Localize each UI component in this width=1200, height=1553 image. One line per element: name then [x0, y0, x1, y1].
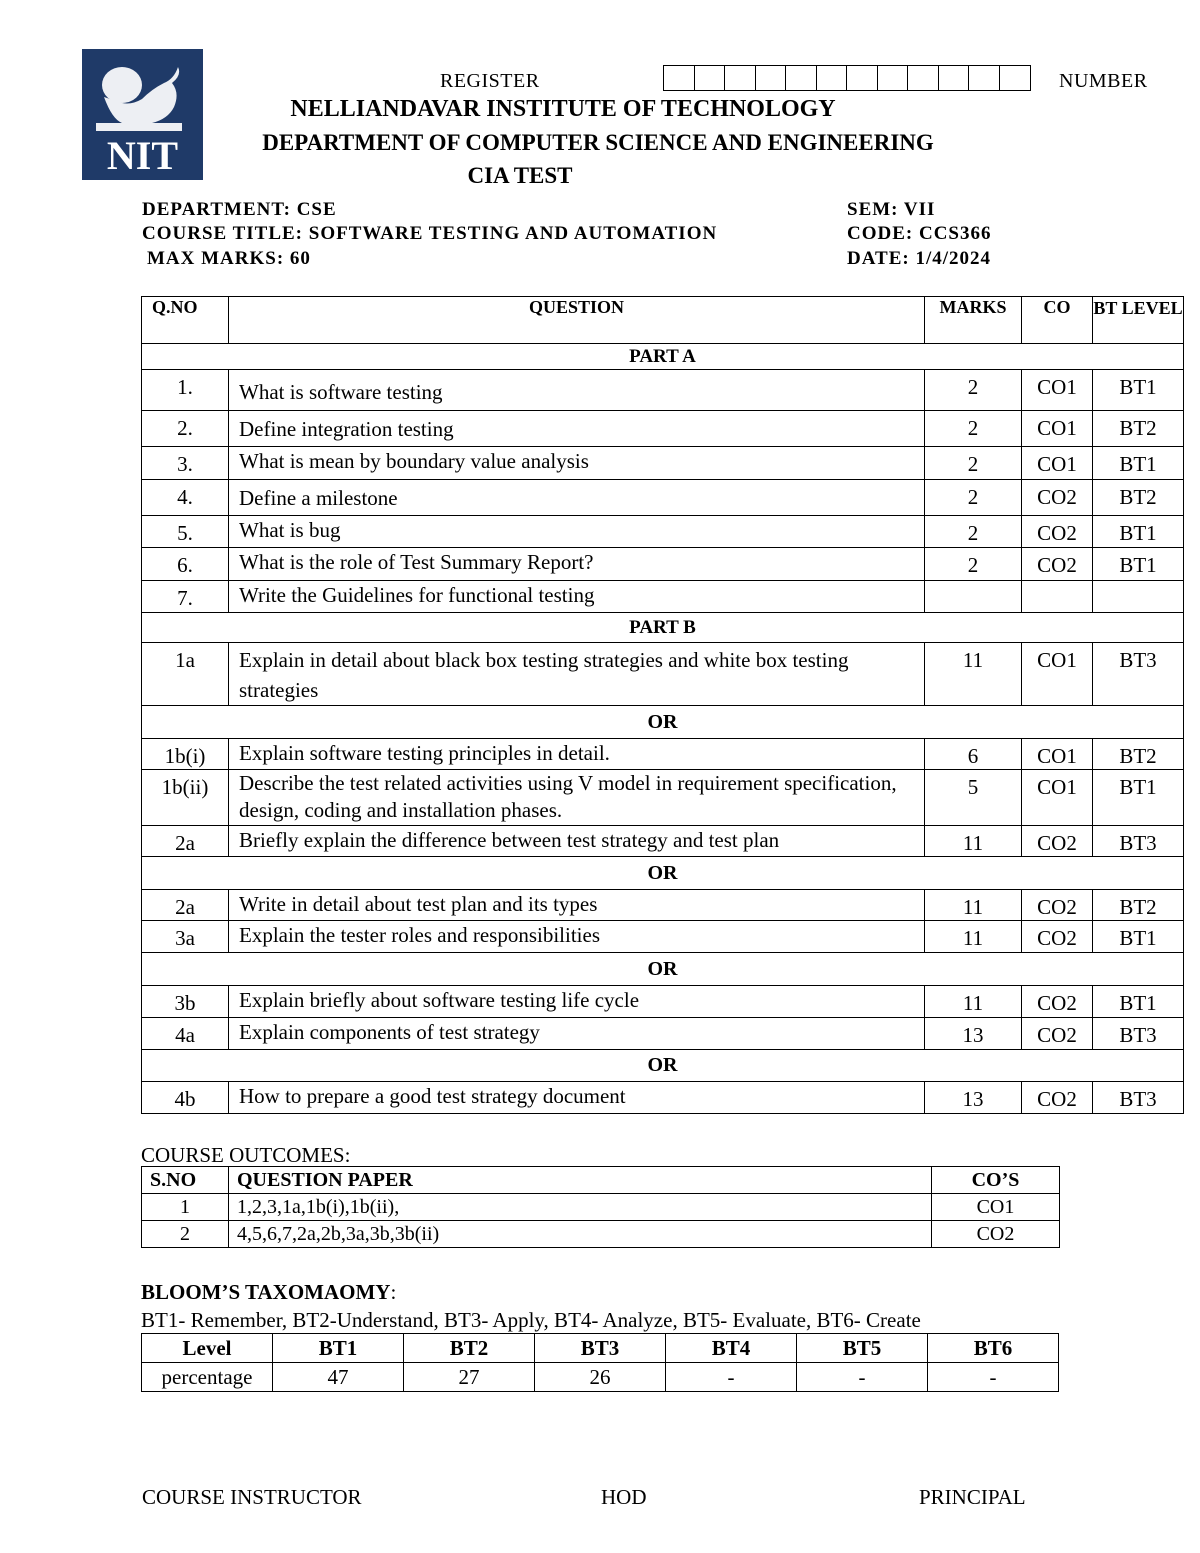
table-row — [142, 986, 1184, 1018]
table-row — [142, 447, 1184, 480]
bt-cell: BT1 — [1093, 447, 1184, 480]
header-cos: CO’S — [932, 1167, 1060, 1194]
bt-cell: BT3 — [1093, 643, 1184, 706]
marks-cell: 5 — [925, 770, 1022, 826]
table-row — [142, 548, 1184, 581]
table-row — [142, 411, 1184, 447]
bt-cell: BT1 — [1093, 921, 1184, 953]
header-bt-level: BT LEVEL — [1093, 297, 1184, 344]
co-cell: CO2 — [1022, 921, 1093, 953]
co-cell: CO2 — [1022, 1018, 1093, 1050]
qno-cell: 2. — [142, 411, 229, 447]
meta-department: DEPARTMENT: CSE — [142, 199, 337, 220]
header-bt1: BT1 — [273, 1334, 404, 1363]
part-b-heading: PART B — [142, 613, 1184, 643]
bt-cell: BT1 — [1093, 770, 1184, 826]
table-row — [142, 770, 1184, 826]
qno-cell: 6. — [142, 548, 229, 581]
meta-course-title: COURSE TITLE: SOFTWARE TESTING AND AUTOMATION — [142, 223, 718, 244]
bt-cell: BT3 — [1093, 1082, 1184, 1114]
or-divider: OR — [142, 953, 1184, 986]
qno-cell: 3. — [142, 447, 229, 480]
qno-cell: 2a — [142, 890, 229, 921]
department-title: DEPARTMENT OF COMPUTER SCIENCE AND ENGINEERING — [262, 130, 934, 155]
marks-cell: 11 — [925, 826, 1022, 857]
co-cell: CO2 — [1022, 548, 1093, 581]
bt-cell: BT1 — [1093, 548, 1184, 581]
signature-course-instructor: COURSE INSTRUCTOR — [142, 1485, 362, 1509]
number-label: NUMBER — [1059, 70, 1148, 92]
paper-cell: 1,2,3,1a,1b(i),1b(ii), — [229, 1194, 932, 1221]
header-sno: S.NO — [142, 1167, 229, 1194]
table-row — [142, 581, 1184, 613]
table-row — [142, 1363, 1059, 1392]
sno-cell: 2 — [142, 1221, 229, 1248]
question-cell: Write the Guidelines for functional testing — [229, 581, 925, 613]
marks-cell: 2 — [925, 516, 1022, 548]
or-divider: OR — [142, 857, 1184, 890]
course-outcomes-table — [141, 1166, 1060, 1248]
header-bt2: BT2 — [404, 1334, 535, 1363]
signature-hod: HOD — [601, 1485, 647, 1509]
qno-cell: 4a — [142, 1018, 229, 1050]
question-cell: Explain in detail about black box testing strategies and white box testing strategies — [229, 643, 925, 706]
table-row — [142, 1082, 1184, 1114]
header-question-paper: QUESTION PAPER — [229, 1167, 932, 1194]
part-a-heading: PART A — [142, 344, 1184, 370]
question-cell: What is bug — [229, 516, 925, 548]
bt-cell: BT1 — [1093, 516, 1184, 548]
table-row — [142, 1194, 1060, 1221]
header-co: CO — [1022, 297, 1093, 344]
marks-cell: 13 — [925, 1018, 1022, 1050]
qno-cell: 3a — [142, 921, 229, 953]
question-cell: Explain briefly about software testing life cycle — [229, 986, 925, 1018]
question-cell: Write in detail about test plan and its types — [229, 890, 925, 921]
institute-name: NELLIANDAVAR INSTITUTE OF TECHNOLOGY — [290, 96, 836, 122]
bt-cell: BT2 — [1093, 739, 1184, 770]
qno-cell: 2a — [142, 826, 229, 857]
marks-cell: 6 — [925, 739, 1022, 770]
header-bt3: BT3 — [535, 1334, 666, 1363]
register-number-boxes[interactable] — [663, 65, 1031, 91]
table-row — [142, 1221, 1060, 1248]
header-question: QUESTION — [229, 297, 925, 344]
question-cell: Explain software testing principles in detail. — [229, 739, 925, 770]
header-bt6: BT6 — [928, 1334, 1059, 1363]
question-cell: Define integration testing — [229, 411, 925, 447]
header-marks: MARKS — [925, 297, 1022, 344]
question-cell: What is the role of Test Summary Report? — [229, 548, 925, 581]
co-cell: CO2 — [932, 1221, 1060, 1248]
marks-cell — [925, 581, 1022, 613]
paper-cell: 4,5,6,7,2a,2b,3a,3b,3b(ii) — [229, 1221, 932, 1248]
sno-cell: 1 — [142, 1194, 229, 1221]
bt1-value: 47 — [273, 1363, 404, 1392]
qno-cell: 4. — [142, 480, 229, 516]
marks-cell: 2 — [925, 411, 1022, 447]
blooms-heading: BLOOM’S TAXOMAOMY: — [141, 1280, 397, 1304]
table-header-row — [142, 297, 1184, 344]
or-divider: OR — [142, 706, 1184, 739]
co-cell: CO1 — [1022, 739, 1093, 770]
question-cell: Explain the tester roles and responsibilities — [229, 921, 925, 953]
qno-cell: 3b — [142, 986, 229, 1018]
co-cell: CO1 — [1022, 411, 1093, 447]
or-divider: OR — [142, 1050, 1184, 1082]
blooms-description: BT1- Remember, BT2-Understand, BT3- Apply, BT4- Analyze, BT5- Evaluate, BT6- Create — [141, 1308, 921, 1332]
marks-cell: 11 — [925, 643, 1022, 706]
register-label: REGISTER — [440, 70, 540, 92]
header-bt4: BT4 — [666, 1334, 797, 1363]
course-outcomes-heading: COURSE OUTCOMES: — [141, 1143, 351, 1167]
bt-cell: BT1 — [1093, 986, 1184, 1018]
qno-cell: 1b(i) — [142, 739, 229, 770]
question-cell: What is mean by boundary value analysis — [229, 447, 925, 480]
table-row — [142, 921, 1184, 953]
meta-max-marks: MAX MARKS: 60 — [147, 248, 311, 269]
qno-cell: 4b — [142, 1082, 229, 1114]
test-title: CIA TEST — [467, 163, 573, 188]
table-row — [142, 890, 1184, 921]
logo-text: NIT — [106, 133, 179, 178]
co-cell: CO2 — [1022, 986, 1093, 1018]
question-cell: What is software testing — [229, 370, 925, 411]
marks-cell: 11 — [925, 890, 1022, 921]
table-header-row — [142, 1167, 1060, 1194]
bt-cell: BT1 — [1093, 370, 1184, 411]
question-cell: Describe the test related activities using V model in requirement specification, design, coding and installation phases. — [229, 770, 925, 826]
bt-cell: BT2 — [1093, 480, 1184, 516]
bt-cell: BT2 — [1093, 411, 1184, 447]
qno-cell: 7. — [142, 581, 229, 613]
bt-cell: BT2 — [1093, 890, 1184, 921]
co-cell: CO2 — [1022, 1082, 1093, 1114]
question-cell: Briefly explain the difference between test strategy and test plan — [229, 826, 925, 857]
marks-cell: 2 — [925, 548, 1022, 581]
meta-date: DATE: 1/4/2024 — [847, 248, 992, 269]
table-row — [142, 480, 1184, 516]
bt3-value: 26 — [535, 1363, 666, 1392]
marks-cell: 13 — [925, 1082, 1022, 1114]
marks-cell: 11 — [925, 986, 1022, 1018]
bt-cell: BT3 — [1093, 826, 1184, 857]
signature-principal: PRINCIPAL — [919, 1485, 1026, 1509]
blooms-table — [141, 1333, 1059, 1392]
table-header-row — [142, 1334, 1059, 1363]
meta-sem: SEM: VII — [847, 199, 936, 220]
marks-cell: 2 — [925, 447, 1022, 480]
question-cell: Explain components of test strategy — [229, 1018, 925, 1050]
co-cell — [1022, 581, 1093, 613]
co-cell: CO2 — [1022, 890, 1093, 921]
marks-cell: 11 — [925, 921, 1022, 953]
marks-cell: 2 — [925, 370, 1022, 411]
table-row — [142, 1018, 1184, 1050]
table-row — [142, 826, 1184, 857]
bt2-value: 27 — [404, 1363, 535, 1392]
co-cell: CO1 — [1022, 370, 1093, 411]
question-cell: Define a milestone — [229, 480, 925, 516]
bt6-value: - — [928, 1363, 1059, 1392]
qno-cell: 1a — [142, 643, 229, 706]
bt-cell — [1093, 581, 1184, 613]
question-table — [141, 296, 1184, 1114]
co-cell: CO2 — [1022, 826, 1093, 857]
question-cell: How to prepare a good test strategy document — [229, 1082, 925, 1114]
table-row — [142, 739, 1184, 770]
header-bt5: BT5 — [797, 1334, 928, 1363]
co-cell: CO1 — [932, 1194, 1060, 1221]
bt-cell: BT3 — [1093, 1018, 1184, 1050]
qno-cell: 1. — [142, 370, 229, 411]
table-row — [142, 643, 1184, 706]
qno-cell: 1b(ii) — [142, 770, 229, 826]
meta-code: CODE: CCS366 — [847, 223, 992, 244]
co-cell: CO1 — [1022, 643, 1093, 706]
co-cell: CO1 — [1022, 770, 1093, 826]
percentage-label: percentage — [142, 1363, 273, 1392]
table-row — [142, 370, 1184, 411]
co-cell: CO2 — [1022, 480, 1093, 516]
bt5-value: - — [797, 1363, 928, 1392]
co-cell: CO1 — [1022, 447, 1093, 480]
table-row — [142, 516, 1184, 548]
bt4-value: - — [666, 1363, 797, 1392]
header-level: Level — [142, 1334, 273, 1363]
co-cell: CO2 — [1022, 516, 1093, 548]
qno-cell: 5. — [142, 516, 229, 548]
header-qno: Q.NO — [142, 297, 229, 344]
marks-cell: 2 — [925, 480, 1022, 516]
